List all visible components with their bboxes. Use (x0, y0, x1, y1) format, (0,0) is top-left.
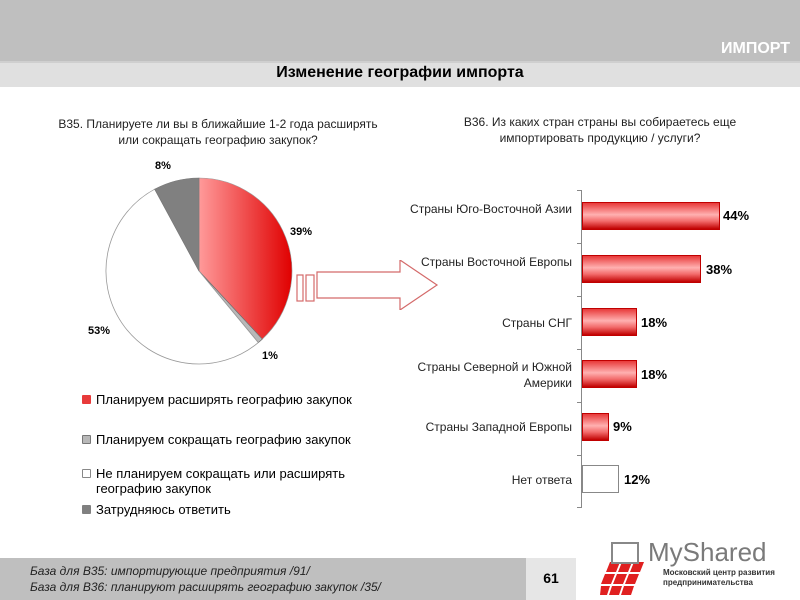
legend-item-expand: Планируем расширять географию закупок (82, 392, 352, 407)
legend-item-dont-know: Затрудняюсь ответить (82, 502, 231, 517)
legend-item-no-change: Не планируем сокращать или расширять географию закупок (82, 466, 382, 496)
pie-label-1: 1% (262, 350, 278, 362)
bar-label-eastern-europe: Страны Восточной Европы (421, 255, 572, 269)
axis-tick (577, 455, 582, 456)
bar-no-answer (582, 465, 619, 493)
bar-label-no-answer: Нет ответа (511, 473, 572, 487)
bar-label-western-europe: Страны Западной Европы (425, 420, 572, 434)
bar-label-americas: Страны Северной и Южной Америки (417, 360, 572, 390)
logo-grid-icon (600, 540, 648, 596)
axis-tick (577, 190, 582, 191)
legend-swatch (82, 435, 91, 444)
bar-americas (582, 360, 637, 388)
footer-base-note: База для В35: импортирующие предприятия /91/ База для В36: планируют расширять географию закупок /35/ (30, 564, 381, 594)
question-b35: В35. Планируете ли вы в ближайшие 1-2 года расширять или сокращать географию закупок? (58, 117, 378, 147)
legend-item-reduce: Планируем сокращать географию закупок (82, 432, 351, 447)
bar-value-sea: 44% (723, 208, 750, 223)
logo-brand: MyShared (648, 537, 767, 567)
header-band (0, 0, 800, 61)
bar-value-americas: 18% (641, 367, 668, 382)
page-title: Изменение географии импорта (276, 64, 524, 81)
pie-label-39: 39% (290, 226, 313, 238)
axis-tick (577, 349, 582, 350)
legend-swatch (82, 395, 91, 404)
pie-label-53: 53% (88, 325, 111, 337)
question-b36: В36. Из каких стран страны вы собираетесь еще импортировать продукцию / услуги? (463, 115, 737, 145)
logo-subtitle: Московский центр развития предпринимательства (663, 568, 775, 587)
legend-swatch (82, 505, 91, 514)
bar-eastern-europe (582, 255, 701, 283)
section-label: ИМПОРТ (720, 40, 790, 57)
bar-western-europe (582, 413, 609, 441)
bar-sea (582, 202, 720, 230)
axis-tick (577, 507, 582, 508)
bar-value-cis: 18% (641, 315, 668, 330)
bar-cis (582, 308, 637, 336)
page-number: 61 (543, 570, 559, 586)
bar-value-western-europe: 9% (613, 419, 632, 434)
bar-label-sea: Страны Юго-Восточной Азии (410, 202, 572, 216)
pie-chart (104, 176, 294, 366)
axis-tick (577, 243, 582, 244)
legend-swatch (82, 469, 91, 478)
axis-tick (577, 402, 582, 403)
bar-value-no-answer: 12% (624, 472, 651, 487)
pie-label-8: 8% (155, 160, 171, 172)
axis-tick (577, 296, 582, 297)
bar-value-eastern-europe: 38% (706, 262, 733, 277)
bar-label-cis: Страны СНГ (502, 316, 572, 330)
